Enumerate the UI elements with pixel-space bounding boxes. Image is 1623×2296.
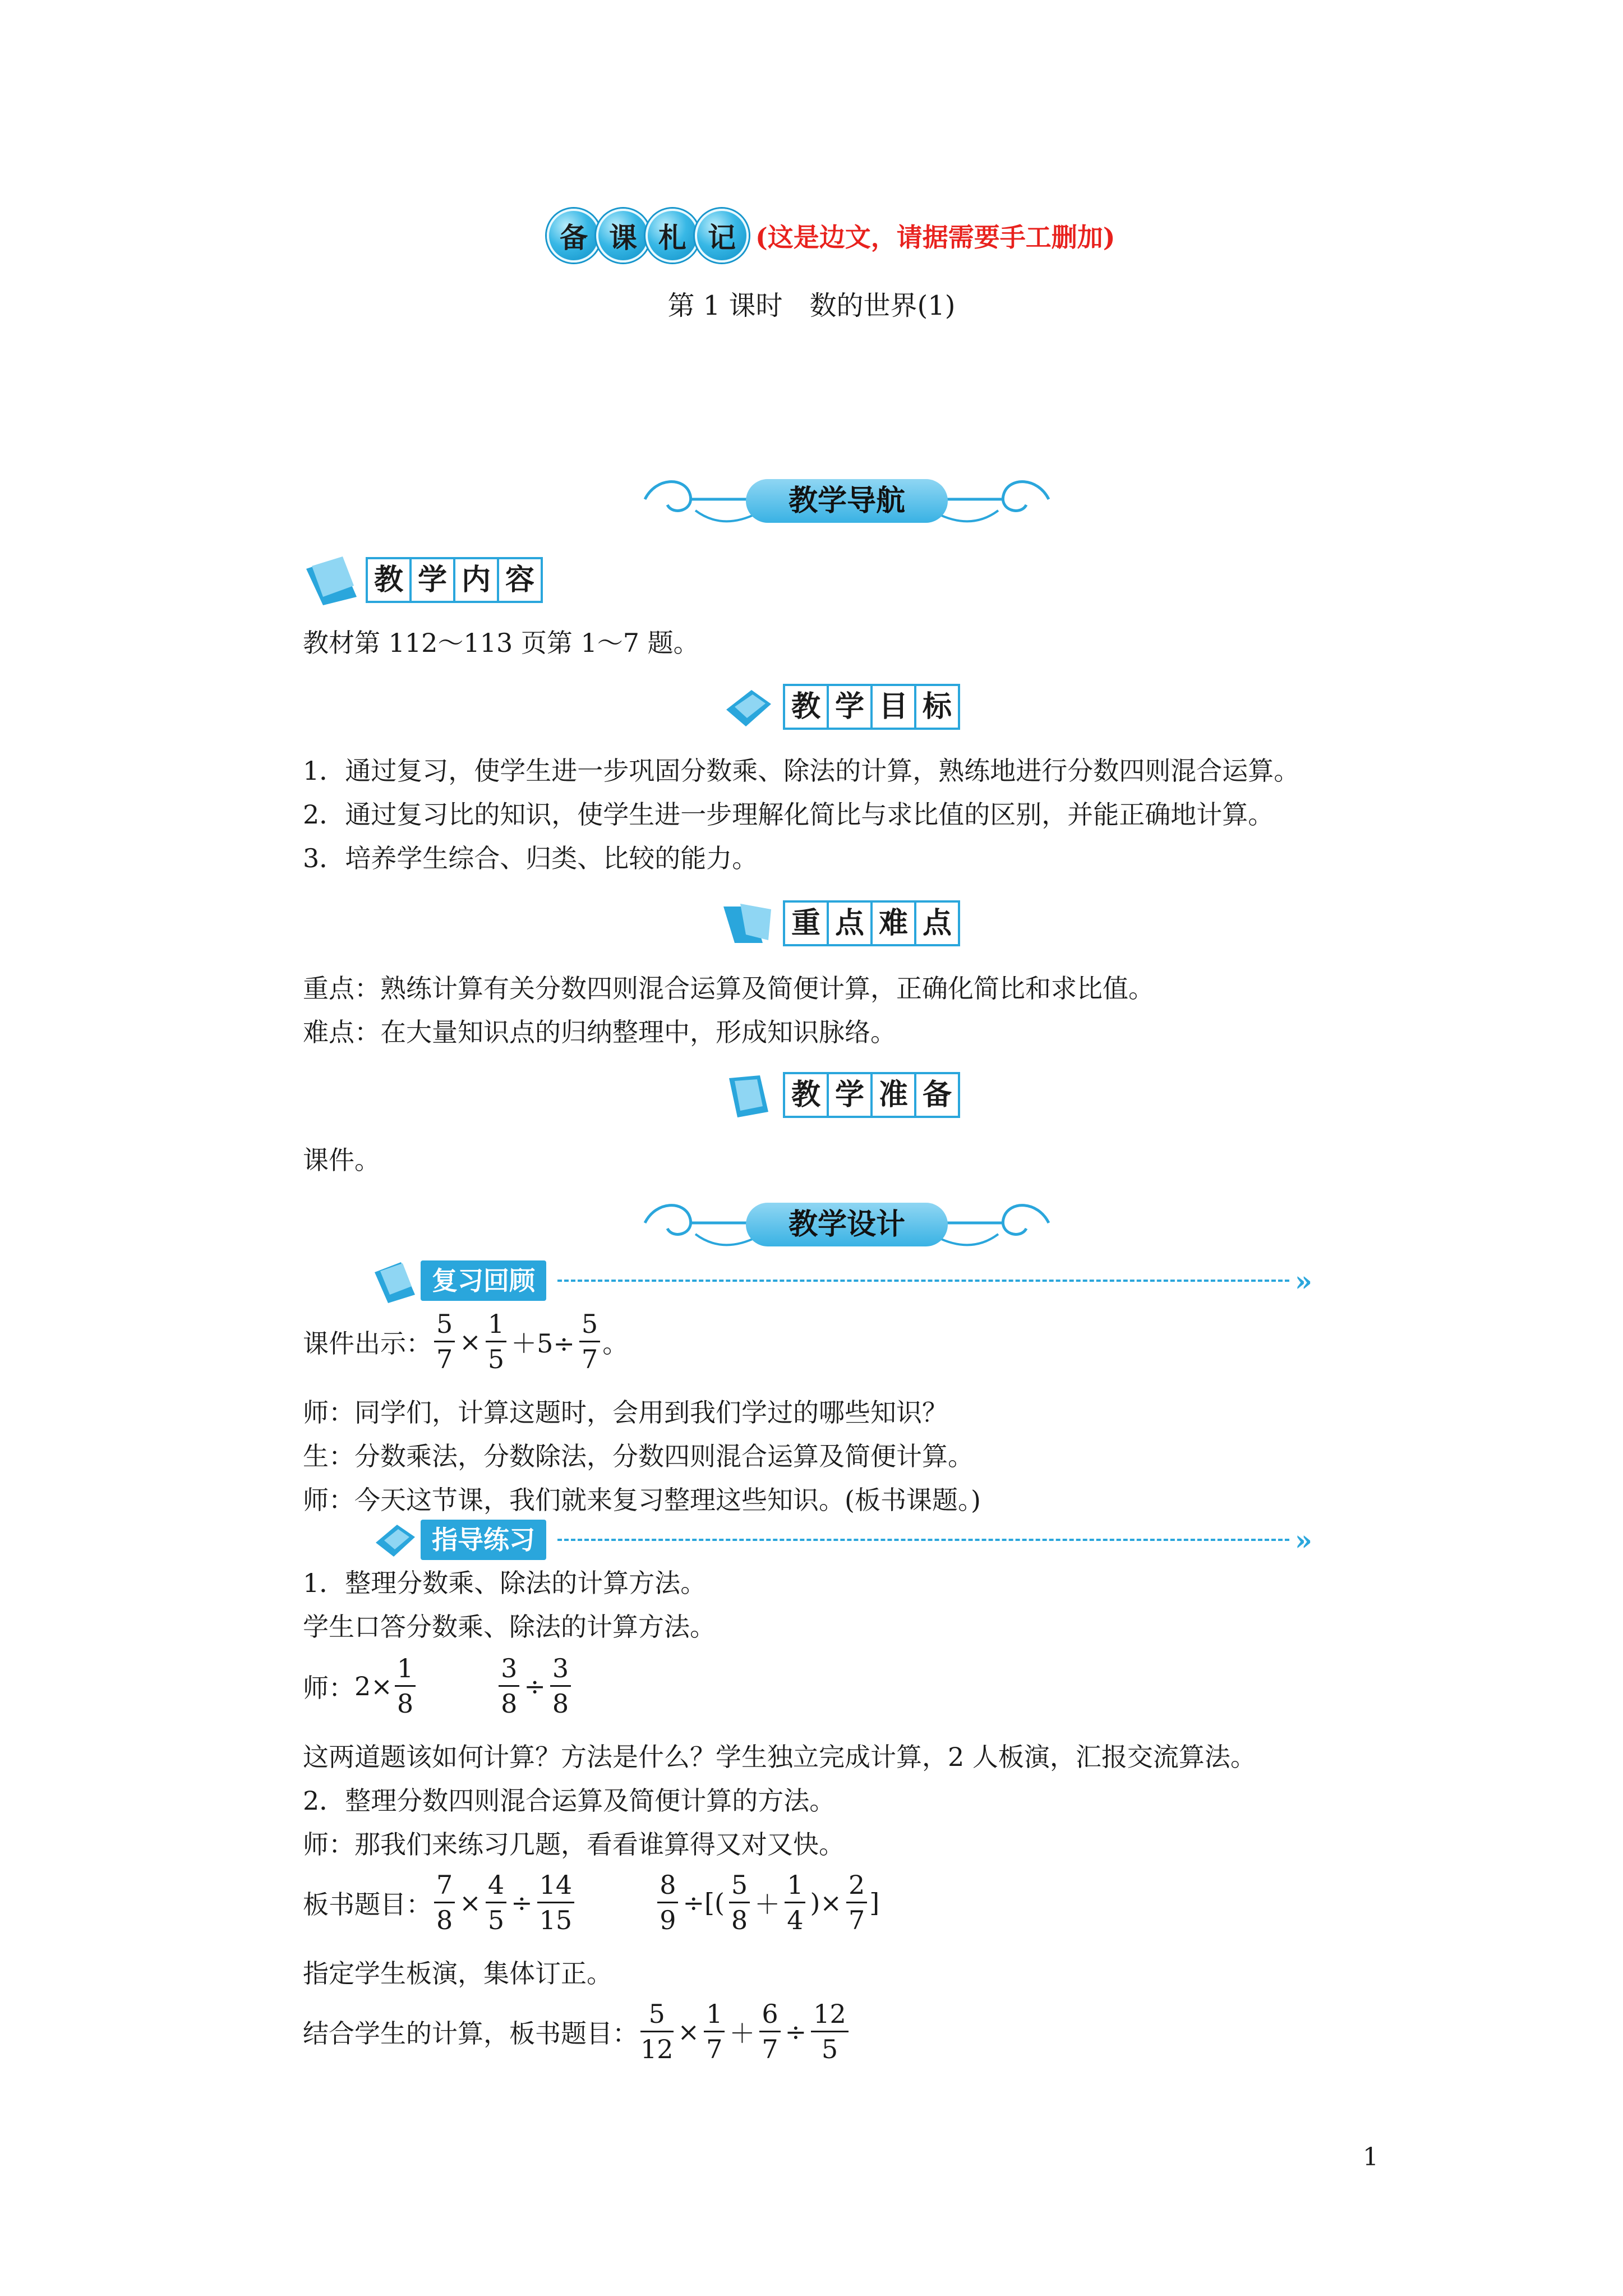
practice-line-6: 指定学生板演，集体订正。 (303, 1958, 612, 1989)
operator: × (459, 1887, 481, 1918)
heading-char: 点 (922, 906, 952, 940)
heading-char: 内 (455, 559, 499, 601)
fraction: $\frac{1}{4}$ (785, 1868, 805, 1937)
bracket: ] (869, 1887, 880, 1918)
notebook-icon (718, 895, 780, 951)
cube-icon (718, 679, 780, 735)
operator: ＋5÷ (511, 1328, 575, 1359)
practice-tag-row (370, 1515, 1312, 1565)
cube-icon (370, 1515, 421, 1565)
dashed-divider (557, 1280, 1289, 1282)
book-icon (718, 1067, 780, 1123)
fraction: $\frac{1}{7}$ (704, 1997, 725, 2066)
folder-icon (301, 552, 362, 608)
review-tag: 复习回顾 (421, 1260, 546, 1301)
operand: 2× (354, 1671, 393, 1701)
practice-examples-1 (303, 1651, 573, 1720)
review-line-2: 生：分数乘法，分数除法，分数四则混合运算及简便计算。 (303, 1441, 974, 1471)
practice-line-2: 学生口答分数乘、除法的计算方法。 (303, 1612, 716, 1642)
fraction: $\frac{3}{8}$ (499, 1651, 519, 1720)
margin-note: (这是边文，请据需要手工删加) (755, 222, 1115, 252)
header-title-row (547, 209, 1115, 263)
operator: ÷ (524, 1671, 546, 1701)
double-arrow-icon: » (1294, 1523, 1312, 1557)
operator: ÷ (785, 2016, 807, 2047)
heading-content-boxes (366, 557, 543, 603)
fraction: $\frac{2}{7}$ (846, 1868, 867, 1937)
heading-char: 教 (368, 559, 412, 601)
operator: ÷ (511, 1887, 533, 1918)
speaker-label: 师： (303, 1672, 354, 1703)
heading-keypoints-boxes (783, 900, 960, 946)
seal-char-1: 备 (547, 209, 601, 263)
banner-design-label: 教学设计 (746, 1203, 948, 1246)
fraction: $\frac{12}{5}$ (811, 1997, 849, 2066)
heading-goals (718, 679, 960, 735)
heading-char: 教 (785, 686, 829, 728)
practice-line-3: 这两道题该如何计算？方法是什么？学生独立完成计算，2 人板演，汇报交流算法。 (303, 1742, 1256, 1772)
goal-item-1: 1．通过复习，使学生进一步巩固分数乘、除法的计算，熟练地进行分数四则混合运算。 (303, 756, 1300, 786)
review-line-3: 师：今天这节课，我们就来复习整理这些知识。(板书课题。) (303, 1485, 981, 1515)
review-line-1: 师：同学们，计算这题时，会用到我们学过的哪些知识？ (303, 1397, 948, 1428)
fraction: $\frac{1}{5}$ (486, 1307, 506, 1376)
fraction: $\frac{6}{7}$ (759, 1997, 780, 2066)
operator: ＋ (729, 2018, 755, 2049)
fraction: $\frac{5}{7}$ (579, 1307, 600, 1376)
fraction: $\frac{5}{7}$ (434, 1307, 455, 1376)
fraction: $\frac{4}{5}$ (486, 1868, 506, 1937)
heading-char: 学 (412, 559, 455, 601)
seal-char-4: 记 (695, 209, 749, 263)
combine-label: 结合学生的计算，板书题目： (303, 2018, 638, 2049)
operator: ＋ (754, 1889, 781, 1920)
fraction: $\frac{3}{8}$ (550, 1651, 571, 1720)
board-label: 板书题目： (303, 1889, 432, 1920)
heading-goals-boxes (783, 684, 960, 730)
heading-char: 容 (505, 563, 534, 597)
expr-label: 课件出示： (303, 1328, 432, 1359)
operator: × (677, 2016, 700, 2047)
fraction: $\frac{5}{8}$ (729, 1868, 750, 1937)
page-number: 1 (1363, 2143, 1378, 2171)
content-text: 教材第 112～113 页第 1～7 题。 (303, 628, 699, 658)
banner-design (634, 1189, 1060, 1262)
heading-content (301, 552, 543, 608)
heading-char: 标 (922, 689, 952, 724)
heading-keypoints (718, 895, 960, 951)
heading-char: 准 (873, 1074, 916, 1116)
fraction: $\frac{1}{8}$ (395, 1651, 416, 1720)
heading-char: 学 (829, 1074, 873, 1116)
heading-char: 备 (922, 1078, 952, 1112)
fraction: $\frac{5}{12}$ (640, 1997, 674, 2066)
seal-char-3: 札 (645, 209, 699, 263)
punctuation: 。 (602, 1328, 629, 1359)
goal-item-3: 3．培养学生综合、归类、比较的能力。 (303, 843, 758, 873)
double-arrow-icon: » (1294, 1264, 1312, 1297)
dashed-divider (557, 1539, 1289, 1541)
folder-icon (370, 1255, 421, 1306)
fraction: $\frac{7}{8}$ (434, 1868, 455, 1937)
heading-prep (718, 1067, 960, 1123)
practice-line-5: 师：那我们来练习几题，看看谁算得又对又快。 (303, 1829, 845, 1860)
goal-item-2: 2．通过复习比的知识，使学生进一步理解化简比与求比值的区别，并能正确地计算。 (303, 799, 1274, 830)
operator: × (459, 1326, 481, 1357)
keypoint-item-2: 难点：在大量知识点的归纳整理中，形成知识脉络。 (303, 1017, 896, 1047)
heading-char: 目 (873, 686, 916, 728)
practice-tag: 指导练习 (421, 1520, 546, 1560)
prep-text: 课件。 (303, 1145, 380, 1175)
heading-char: 点 (829, 903, 873, 944)
lesson-title: 第 1 课时 数的世界(1) (667, 290, 956, 321)
heading-prep-boxes (783, 1072, 960, 1118)
heading-char: 难 (873, 903, 916, 944)
fraction: $\frac{14}{15}$ (537, 1868, 575, 1937)
fraction: $\frac{8}{9}$ (657, 1868, 678, 1937)
operator: ÷[( (683, 1887, 725, 1918)
operator: )× (810, 1887, 842, 1918)
review-tag-row (370, 1255, 1312, 1306)
heading-char: 教 (785, 1074, 829, 1116)
keypoint-item-1: 重点：熟练计算有关分数四则混合运算及简便计算，正确化简比和求比值。 (303, 973, 1154, 1004)
banner-nav (634, 466, 1060, 539)
heading-char: 学 (829, 686, 873, 728)
practice-examples-2 (303, 1868, 879, 1937)
seal-char-2: 课 (596, 209, 650, 263)
practice-line-4: 2．整理分数四则混合运算及简便计算的方法。 (303, 1786, 836, 1816)
review-expression (303, 1307, 628, 1376)
banner-nav-label: 教学导航 (746, 479, 948, 523)
heading-char: 重 (785, 903, 829, 944)
practice-line-1: 1．整理分数乘、除法的计算方法。 (303, 1568, 707, 1598)
practice-examples-3 (303, 1997, 851, 2066)
